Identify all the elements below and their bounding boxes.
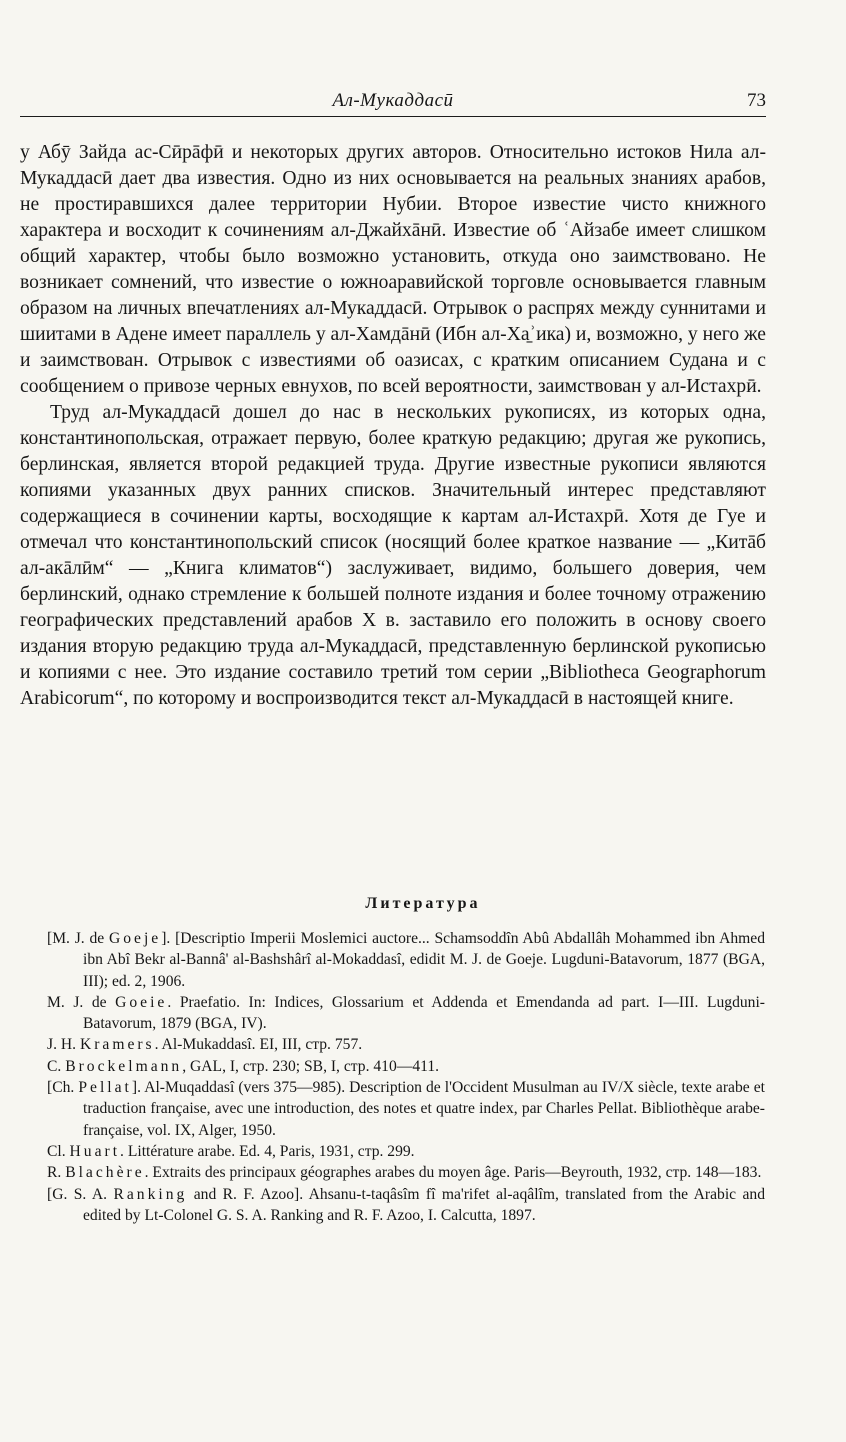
running-title: Ал-Мукаддасӣ [332,90,454,111]
reference-author: Pellat [78,1079,132,1097]
running-head [20,86,766,117]
page-number: 73 [747,90,766,111]
reference-prefix: [Ch. [47,1079,79,1097]
reference-item [47,1077,765,1141]
reference-item [47,1034,765,1055]
reference-author: Ranking [113,1185,188,1203]
reference-author: Brockelmann [65,1057,183,1075]
reference-details: . Littérature arabe. Ed. 4, Paris, 1931, стр. 299. [120,1142,415,1160]
reference-details: , GAL, I, стр. 230; SB, I, стр. 410—411. [182,1057,440,1075]
reference-author: Kramers [79,1036,155,1054]
reference-prefix: M. J. de [47,993,116,1011]
reference-item [47,1162,765,1183]
reference-details: . Extraits des principaux géographes arabes du moyen âge. Paris—Beyrouth, 1932, стр. 148—183. [144,1164,762,1182]
reference-author: Blachère [65,1164,145,1182]
reference-author: Goeie [115,993,168,1011]
reference-details: . Praefatio. In: Indices, Glossarium et Addenda et Emendanda ad part. I—III. Lugduni-Batavorum, 1879 (BGA, IV). [83,993,765,1033]
body-text [20,140,766,712]
reference-item [47,1141,765,1162]
literature-heading: Литература [365,895,481,912]
reference-prefix: [G. S. A. [47,1185,114,1203]
references-list [47,928,765,1226]
reference-item [47,1056,765,1077]
reference-details: ]. [Descriptio Imperii Moslemici auctore... Schamsoddîn Abû Abdallâh Mohammed ibn Ahmed ibn Abî Bekr al-Bannâ' al-Bashshârî al-Mokaddasî, edidit M. J. de Goeje. Lugduni-Batavorum, 1877 (BGA, III); ed. 2, 1906. [83,930,765,990]
reference-item [47,928,765,992]
reference-details: . Al-Mukaddasî. EI, III, стр. 757. [154,1036,363,1054]
reference-details: and R. F. Azoo]. Ahsanu-t-taqâsîm fî ma'rifet al-aqâlîm, translated from the Arabic and edited by Lt-Colonel G. S. A. Ranking and R. F. Azoo, I. Calcutta, 1897. [83,1185,765,1224]
reference-prefix: J. H. [47,1036,80,1054]
reference-author: Huart [69,1142,121,1160]
reference-author: Goeje [108,930,162,947]
paragraph: у Абӯ Зайда ас-Сӣрāфӣ и некоторых других авторов. Относительно истоков Нила ал-Мукаддасӣ дает два известия. Одно из них основывается на реальных знаниях арабов, не простиравшихся далее территории Нубии. Второе известие чисто книжного характера и восходит к сочинениям ал-Джайхāнӣ. Известие об ʿАйзабе имеет слишком общий характер, чтобы было возможно установить, откуда оно заимствовано. Не возникает сомнений, что известие о южноаравийской торговле основывается главным образом на личных впечатлениях ал-Мукаддасӣ. Отрывок о распрях между суннитами и шиитами в Адене имеет параллель у ал-Хамдāнӣ (Ибн ал-Ха̱ʾика) и, возможно, у него же и заимствован. Отрывок с известиями об оазисах, с кратким описанием Судана и с сообщением о привозе черных евнухов, по всей вероятности, заимствован у ал-Истахрӣ. [20,142,766,397]
reference-prefix: C. [47,1057,66,1075]
reference-prefix: [M. J. de [47,930,109,947]
reference-item [47,992,765,1035]
reference-prefix: R. [47,1164,66,1182]
reference-prefix: Cl. [47,1142,70,1160]
paragraph: Труд ал-Мукаддасӣ дошел до нас в нескольких рукописях, из которых одна, константинопольская, отражает первую, более краткую редакцию; другая же рукопись, берлинская, является второй редакцией труда. Другие известные рукописи являются копиями указанных двух ранних списков. Значительный интерес представляют содержащиеся в сочинении карты, восходящие к картам ал-Истахрӣ. Хотя де Гуе и отмечал что константинопольский список (носящий более краткое название — „Китāб ал-акāлӣм“ — „Книга климатов“) заслуживает, видимо, большего доверия, чем берлинский, однако стремление к большей полноте издания и более точному отражению географических представлений арабов X в. заставило его положить в основу своего издания вторую редакцию труда ал-Мукаддасӣ, представленную берлинской рукописью и копиями с нее. Это издание составило третий том серии „Bibliotheca Geographorum Arabicorum“, по которому и воспроизводится текст ал-Мукаддасӣ в настоящей книге. [20,402,766,709]
reference-details: ]. Al-Muqaddasî (vers 375—985). Description de l'Occident Musulman au IV/X siècle, texte arabe et traduction française, avec une introduction, des notes et quatre index, par Charles Pellat. Bibliothèque arabe-française, vol. IX, Alger, 1950. [83,1079,765,1139]
reference-item [47,1184,765,1227]
